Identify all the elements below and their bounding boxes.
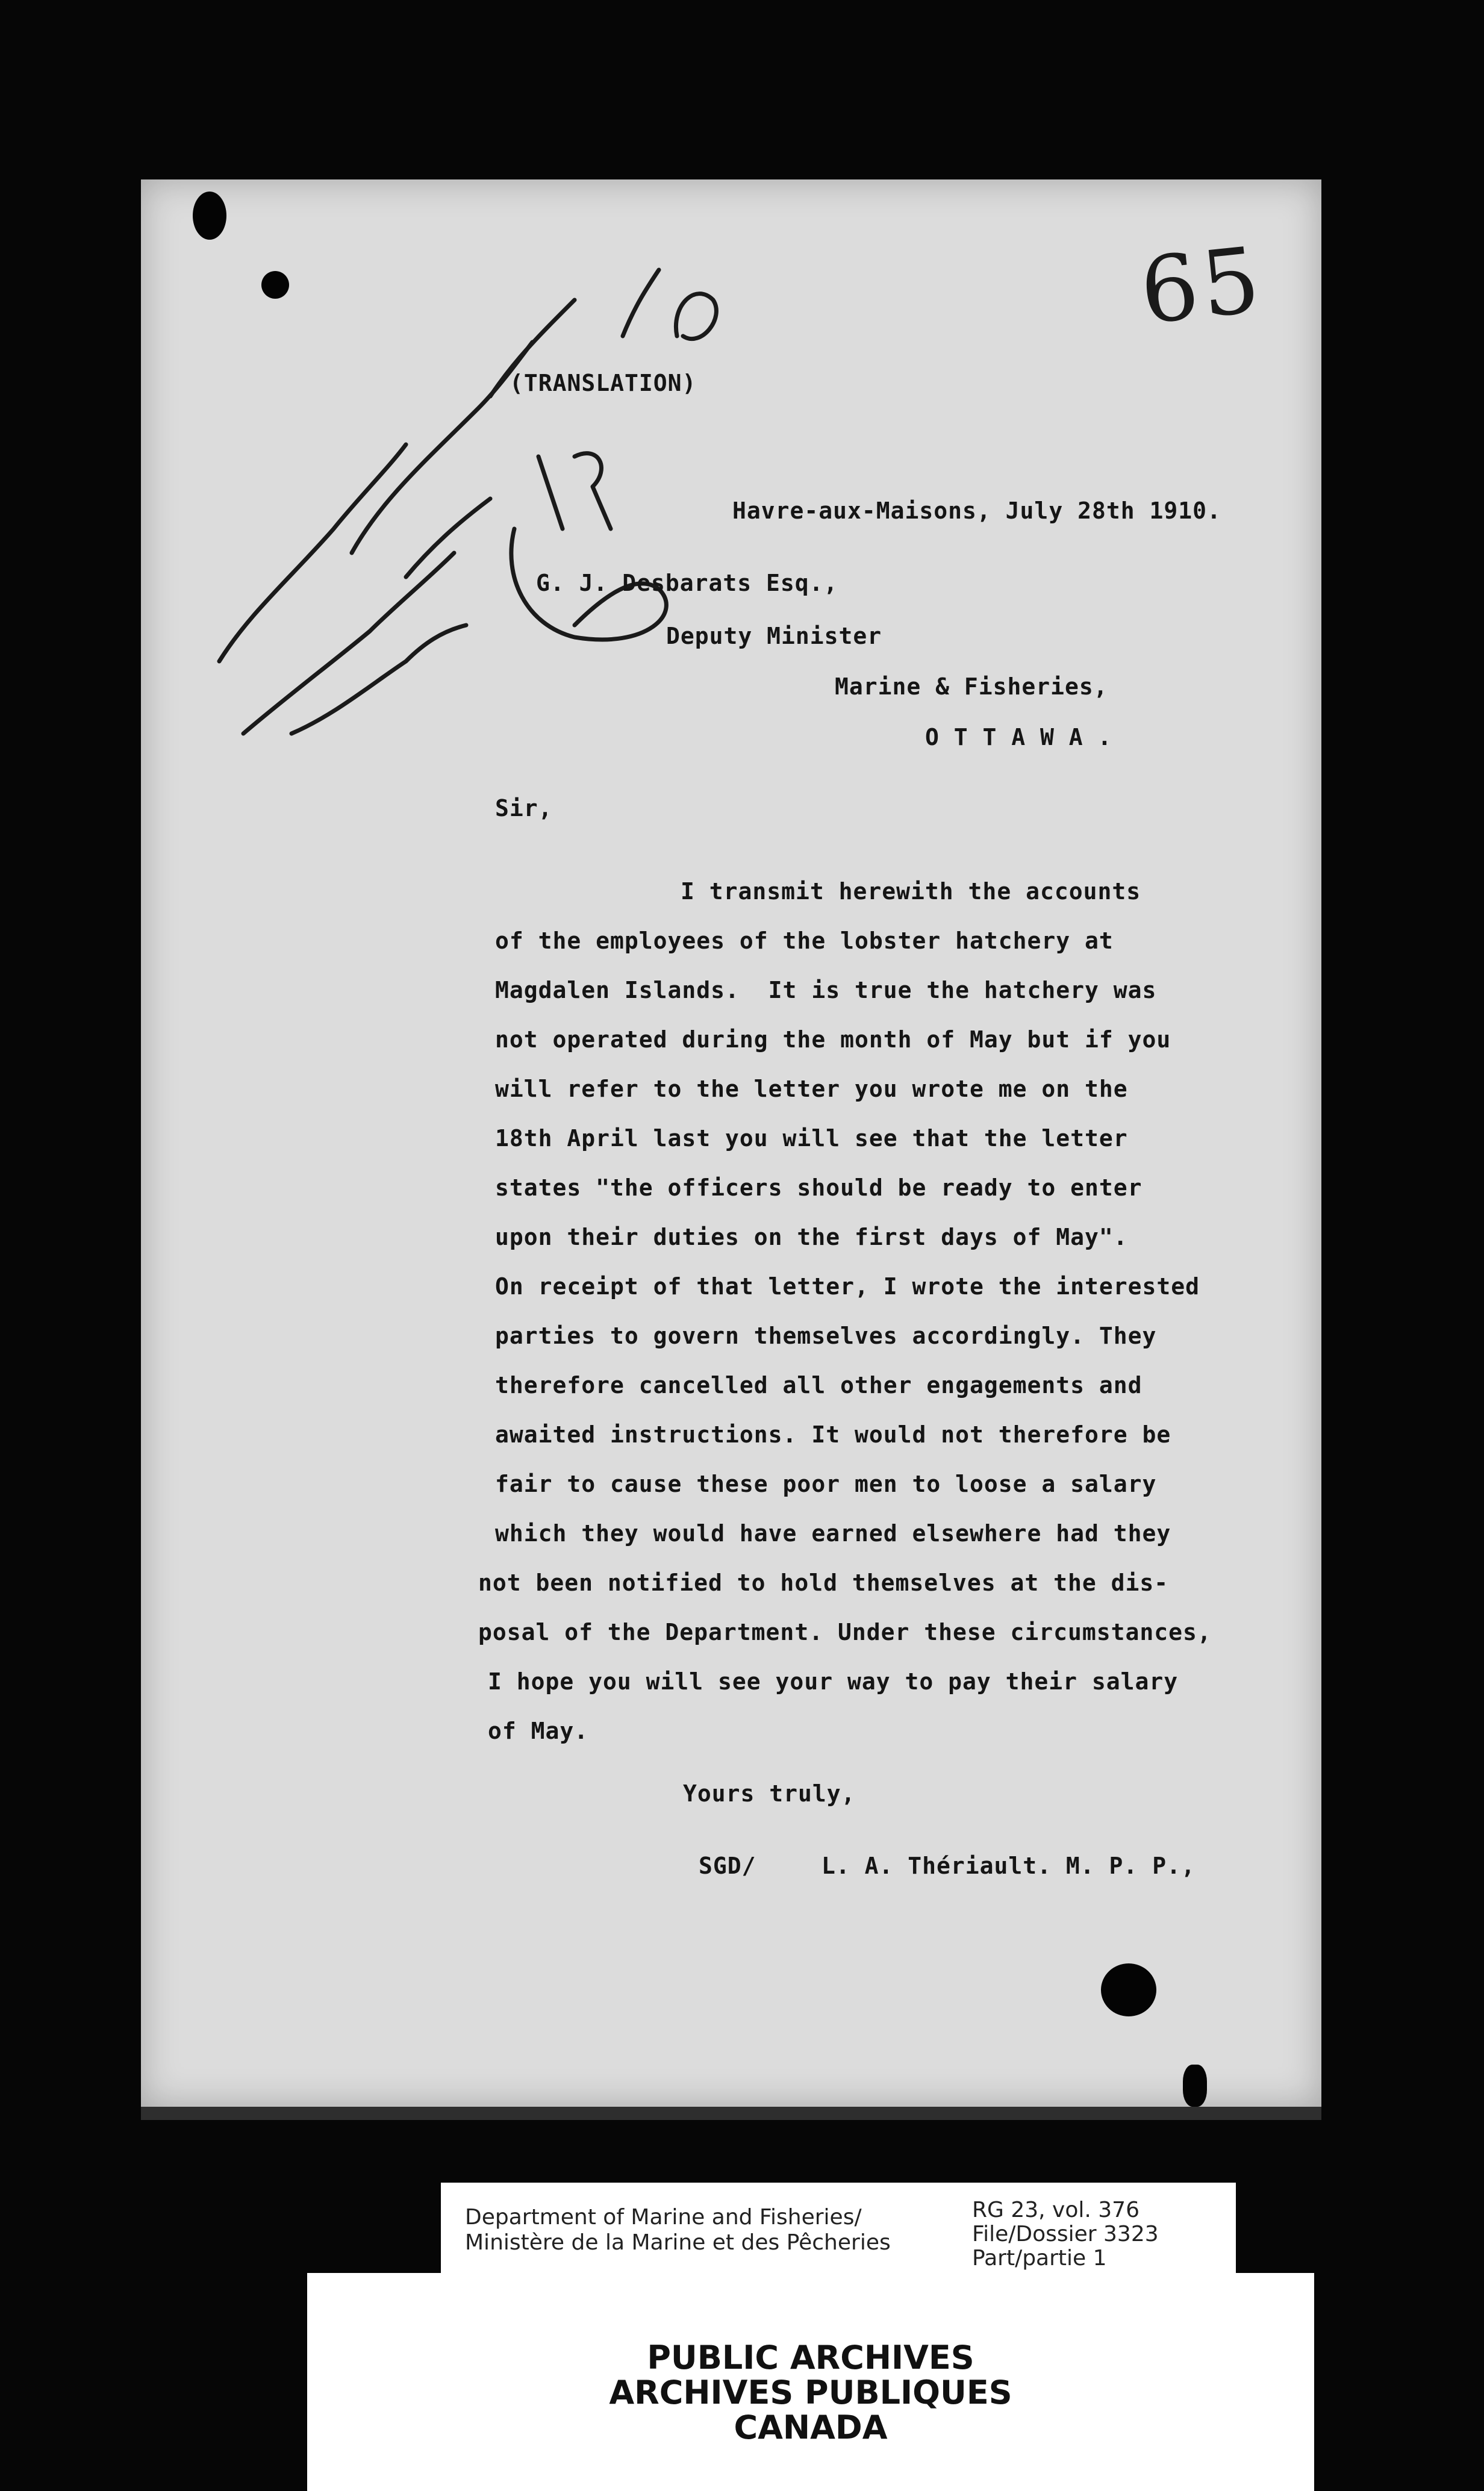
recipient-department: Marine & Fisheries, — [835, 673, 1108, 700]
body-line: posal of the Department. Under these circumstances, — [478, 1619, 1212, 1645]
translation-heading: (TRANSLATION) — [510, 370, 697, 396]
body-line: I hope you will see your way to pay their salary — [488, 1668, 1179, 1695]
signature-prefix: SGD/ — [699, 1853, 756, 1879]
salutation: Sir, — [495, 795, 553, 822]
letter-sheet — [141, 179, 1321, 2120]
body-line: upon their duties on the first days of May". — [495, 1224, 1128, 1250]
body-line: of May. — [488, 1718, 589, 1744]
reference-file: File/Dossier 3323 — [972, 2222, 1159, 2246]
body-line: Magdalen Islands. It is true the hatchery was — [495, 977, 1157, 1003]
body-line: 18th April last you will see that the letter — [495, 1125, 1128, 1152]
body-line: therefore cancelled all other engagements and — [495, 1372, 1143, 1398]
recipient-city: O T T A W A . — [925, 724, 1112, 750]
department-fr: Ministère de la Marine et des Pêcheries — [465, 2230, 891, 2255]
body-line: will refer to the letter you wrote me on the — [495, 1076, 1128, 1102]
stamp-line-1: PUBLIC ARCHIVES — [647, 2339, 974, 2377]
page-number: 65 — [1135, 227, 1268, 345]
body-line: not been notified to hold themselves at the dis- — [478, 1570, 1169, 1596]
reference-part: Part/partie 1 — [972, 2246, 1107, 2271]
punch-hole-lower — [1101, 1963, 1156, 2016]
department-en: Department of Marine and Fisheries/ — [465, 2205, 862, 2230]
archive-reference-label — [441, 2183, 1236, 2284]
reference-rg: RG 23, vol. 376 — [972, 2198, 1140, 2222]
closing: Yours truly, — [683, 1780, 856, 1807]
signature-name: L. A. Thériault. M. P. P., — [822, 1853, 1196, 1879]
punch-hole-corner — [1183, 2065, 1207, 2107]
recipient-name: G. J. Desbarats Esq., — [536, 570, 838, 596]
body-line: not operated during the month of May but if you — [495, 1026, 1171, 1053]
body-line: I transmit herewith the accounts — [681, 878, 1141, 905]
stamp-line-2: ARCHIVES PUBLIQUES — [609, 2374, 1012, 2412]
body-line: fair to cause these poor men to loose a salary — [495, 1471, 1157, 1497]
body-line: states "the officers should be ready to enter — [495, 1174, 1143, 1201]
body-line: which they would have earned elsewhere had they — [495, 1520, 1171, 1547]
body-line: parties to govern themselves accordingly. They — [495, 1323, 1157, 1349]
body-line: of the employees of the lobster hatchery at — [495, 928, 1114, 954]
handwritten-annotation — [153, 216, 755, 758]
body-line: awaited instructions. It would not therefore be — [495, 1421, 1171, 1448]
stamp-line-3: CANADA — [734, 2408, 888, 2446]
recipient-title: Deputy Minister — [666, 623, 882, 649]
body-line: On receipt of that letter, I wrote the interested — [495, 1273, 1200, 1300]
archives-stamp — [307, 2273, 1314, 2491]
place-date: Havre-aux-Maisons, July 28th 1910. — [732, 497, 1221, 524]
